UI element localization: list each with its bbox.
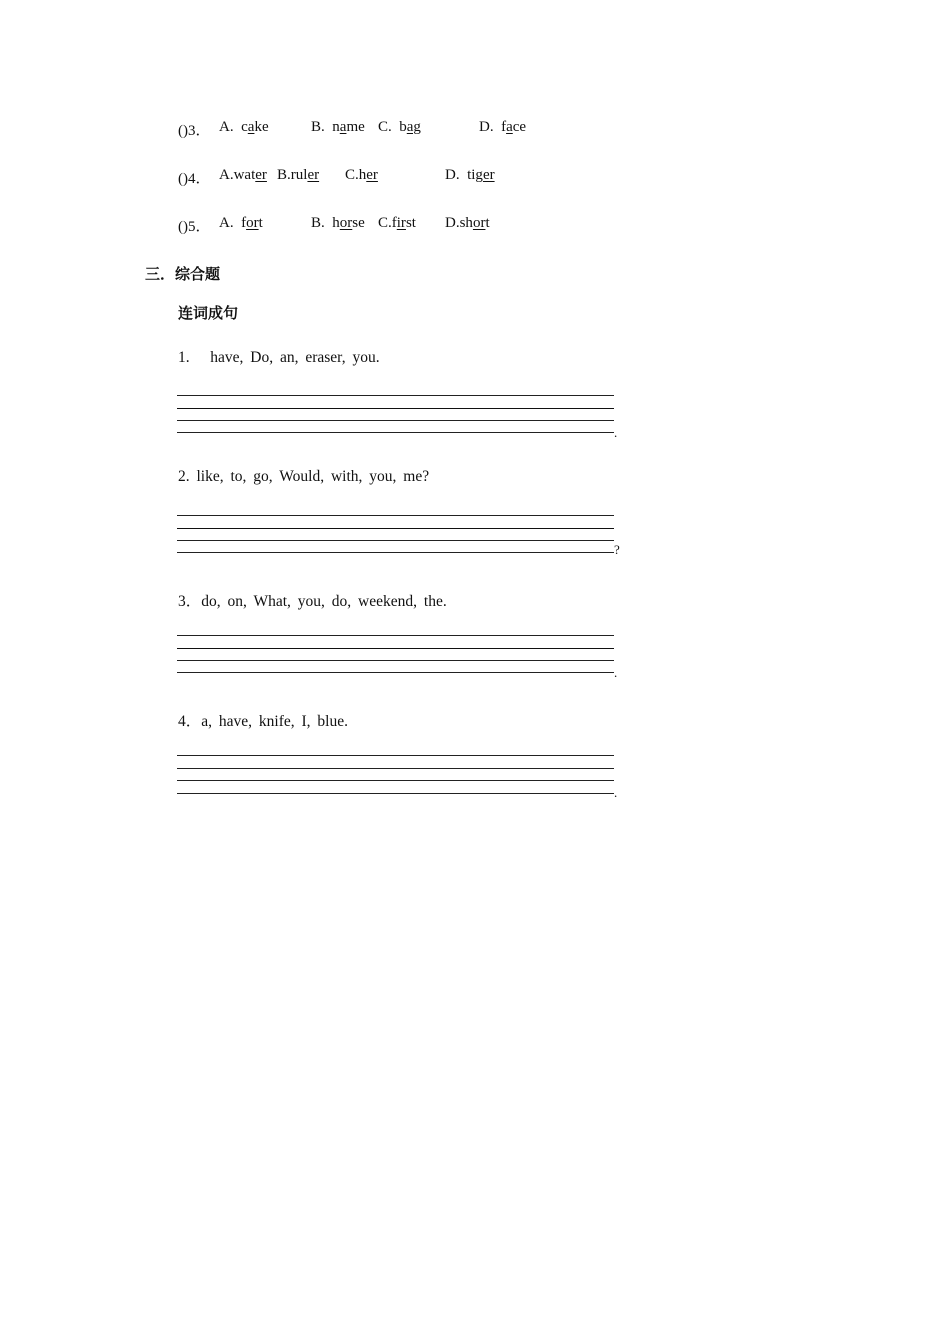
answer-line bbox=[177, 432, 614, 433]
mc-question-4 bbox=[178, 167, 211, 188]
option-b: B. horse bbox=[311, 215, 365, 231]
option-c: C.first bbox=[378, 215, 416, 231]
answer-line bbox=[177, 660, 614, 661]
option-a: A. cake bbox=[219, 119, 269, 135]
sentence-number: 1. bbox=[178, 349, 190, 366]
option-c: C. bag bbox=[378, 119, 421, 135]
answer-line bbox=[177, 420, 614, 421]
option-d: D. face bbox=[479, 119, 527, 135]
sentence-number: 2. bbox=[178, 468, 190, 485]
answer-line bbox=[177, 672, 614, 673]
option-d: D.short bbox=[445, 215, 490, 231]
answer-line bbox=[177, 408, 614, 409]
answer-line bbox=[177, 528, 614, 529]
option-d: D. tiger bbox=[445, 167, 495, 183]
option-b: B.ruler bbox=[277, 167, 320, 183]
answer-line bbox=[177, 395, 614, 396]
question-prefix: ()3． bbox=[178, 123, 211, 139]
end-punctuation: . bbox=[614, 665, 618, 680]
option-a: A.water bbox=[219, 167, 267, 183]
answer-line bbox=[177, 780, 614, 781]
section-heading: 三．综合题 bbox=[145, 265, 221, 283]
sentence-prompt-4 bbox=[178, 709, 348, 731]
option-a: A. fort bbox=[219, 215, 263, 231]
answer-line bbox=[177, 755, 614, 756]
sentence-number: 4． bbox=[178, 713, 202, 730]
question-prefix: ()4． bbox=[178, 171, 211, 187]
answer-line bbox=[177, 552, 614, 553]
answer-line bbox=[177, 793, 614, 794]
sentence-words: have, Do, an, eraser, you. bbox=[210, 349, 380, 366]
sentence-words: like, to, go, Would, with, you, me? bbox=[196, 468, 430, 485]
option-c: C.her bbox=[345, 167, 378, 183]
question-prefix: ()5． bbox=[178, 219, 211, 235]
section-subheading: 连词成句 bbox=[178, 304, 239, 322]
answer-line bbox=[177, 768, 614, 769]
sentence-words: do, on, What, you, do, weekend, the. bbox=[201, 593, 447, 610]
answer-line bbox=[177, 540, 614, 541]
option-b: B. name bbox=[311, 119, 365, 135]
sentence-prompt-3 bbox=[178, 589, 447, 611]
mc-question-3 bbox=[178, 119, 211, 140]
end-punctuation: ? bbox=[614, 542, 620, 557]
end-punctuation: . bbox=[614, 425, 618, 440]
sentence-number: 3． bbox=[178, 593, 202, 610]
answer-line bbox=[177, 515, 614, 516]
sentence-prompt-1 bbox=[178, 349, 380, 367]
sentence-words: a, have, knife, I, blue. bbox=[201, 713, 348, 730]
answer-line bbox=[177, 648, 614, 649]
answer-line bbox=[177, 635, 614, 636]
end-punctuation: . bbox=[614, 785, 618, 800]
mc-question-5 bbox=[178, 215, 211, 236]
sentence-prompt-2 bbox=[178, 468, 429, 486]
